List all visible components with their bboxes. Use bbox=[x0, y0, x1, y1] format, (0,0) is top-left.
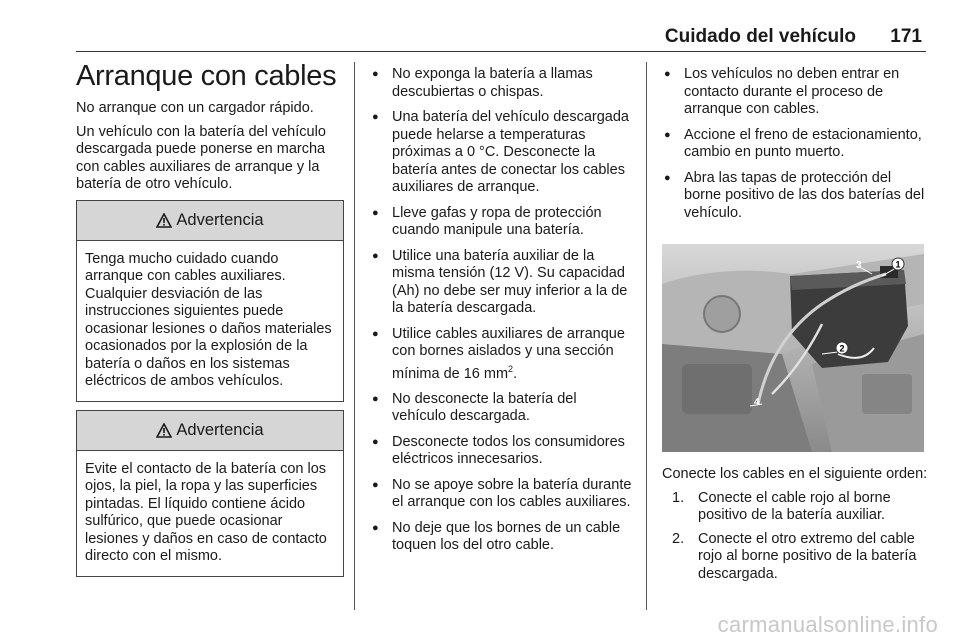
warning-triangle-icon bbox=[156, 423, 172, 438]
step-item bbox=[672, 490, 928, 525]
step-item bbox=[672, 531, 928, 584]
callout-2 bbox=[836, 342, 848, 354]
list-item-text: Utilice cables auxiliares de arranque con bornes aislados y una sección mínima de 16 mm bbox=[392, 325, 625, 382]
warning-triangle-icon bbox=[156, 213, 172, 228]
svg-text:1: 1 bbox=[895, 259, 901, 270]
list-item: ● No exponga la batería a llamas descubiertas o chispas. bbox=[370, 66, 634, 101]
callout-1 bbox=[892, 258, 904, 270]
column-2 bbox=[370, 66, 634, 563]
warning-text: Evite el contacto de la batería con los ojos, la piel, la ropa y las superficies pintadas. El líquido contiene ácido sulfúrico, que puede ocasionar lesiones y daños en caso de contacto directo con el mismo. bbox=[85, 460, 327, 564]
column-3 bbox=[662, 66, 928, 589]
step-number: 2. bbox=[672, 530, 685, 547]
section-title: Arranque con cables bbox=[76, 60, 337, 92]
column-divider bbox=[646, 62, 647, 610]
list-item: ● Abra las tapas de protección del borne positivo de las dos baterías del vehículo. bbox=[662, 170, 928, 223]
watermark: carmanualsonline.info bbox=[717, 612, 938, 637]
warning-header bbox=[77, 411, 343, 451]
list-item: ● Desconecte todos los consumidores eléctricos innecesarios. bbox=[370, 434, 634, 469]
svg-text:2: 2 bbox=[839, 343, 845, 354]
list-item: ● No desconecte la batería del vehículo descargada. bbox=[370, 391, 634, 426]
list-item: ● Lleve gafas y ropa de protección cuando manipule una batería. bbox=[370, 205, 634, 240]
paragraph: No arranque con un cargador rápido. bbox=[76, 100, 314, 116]
warning-box bbox=[76, 410, 344, 577]
warning-header bbox=[77, 201, 343, 241]
warning-label: Advertencia bbox=[176, 420, 264, 439]
warning-label: Advertencia bbox=[176, 210, 264, 229]
page-header bbox=[76, 24, 926, 52]
list-item: ● Utilice una batería auxiliar de la misma tensión (12 V). Su capacidad (Ah) no debe ser muy inferior a la de la batería descargada. bbox=[370, 248, 634, 318]
superscript: 2 bbox=[508, 363, 514, 374]
precaution-list bbox=[370, 66, 634, 555]
list-item bbox=[370, 326, 634, 383]
step-text: Conecte el cable rojo al borne positivo de la batería auxiliar. bbox=[698, 489, 891, 523]
engine-bay-photo bbox=[662, 244, 924, 452]
column-1 bbox=[76, 58, 344, 585]
warning-text: Tenga mucho cuidado cuando arranque con cables auxiliares. Cualquier desviación de las instrucciones siguientes puede ocasionar lesiones o daños materiales ocasionados por la explosión de la batería o daños en los sistemas eléctricos de ambos vehículos. bbox=[85, 250, 332, 389]
list-item-suffix: . bbox=[513, 365, 518, 382]
page-number: 171 bbox=[890, 26, 922, 47]
warning-box bbox=[76, 200, 344, 402]
paragraph: Un vehículo con la batería del vehículo descargada puede ponerse en marcha con cables auxiliares de arranque y la batería de otro vehículo. bbox=[76, 123, 326, 192]
step-number: 1. bbox=[672, 489, 685, 506]
step-list bbox=[662, 490, 928, 584]
callout-3: 3 bbox=[856, 260, 862, 271]
list-item: ● No deje que los bornes de un cable toquen los del otro cable. bbox=[370, 520, 634, 555]
list-item: ● No se apoye sobre la batería durante el arranque con los cables auxiliares. bbox=[370, 477, 634, 512]
list-item: ● Una batería del vehículo descargada puede helarse a temperaturas próximas a 0 °C. Desconecte la batería antes de conectar los cables auxiliares de arranque. bbox=[370, 109, 634, 197]
procedure-list bbox=[662, 66, 928, 222]
callout-4: 4 bbox=[754, 397, 760, 408]
column-divider bbox=[354, 62, 355, 610]
list-item: ● Accione el freno de estacionamiento, cambio en punto muerto. bbox=[662, 127, 928, 162]
list-item: ● Los vehículos no deben entrar en contacto durante el proceso de arranque con cables. bbox=[662, 66, 928, 119]
jump-start-illustration bbox=[662, 244, 924, 452]
header-title: Cuidado del vehículo bbox=[664, 26, 856, 47]
step-text: Conecte el otro extremo del cable rojo al borne positivo de la batería descargada. bbox=[698, 530, 917, 582]
instructions-intro: Conecte los cables en el siguiente orden: bbox=[662, 466, 928, 482]
